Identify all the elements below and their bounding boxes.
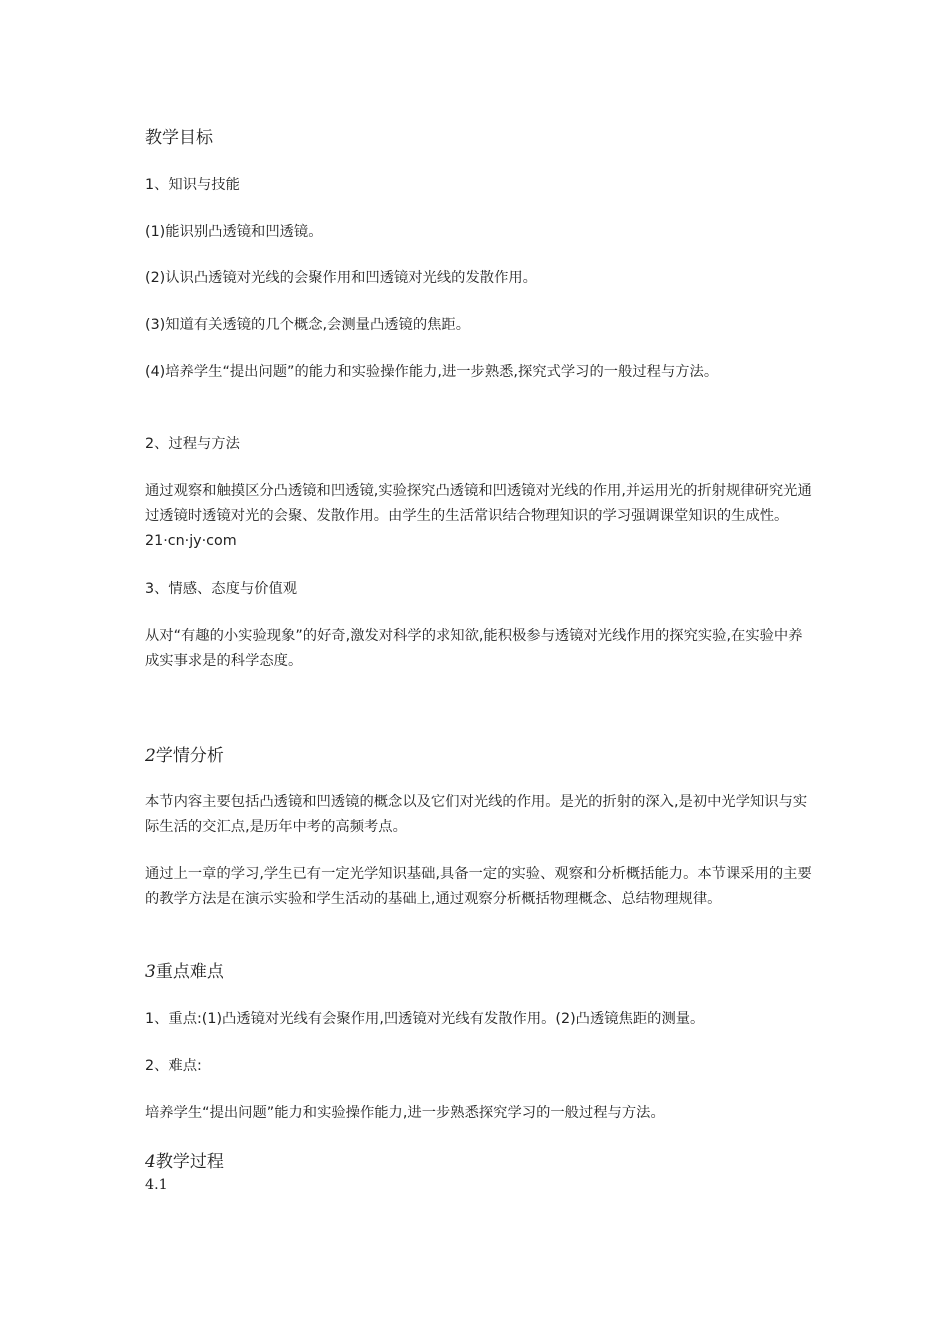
section-title-text: 重点难点 [155, 962, 224, 982]
difficulty-heading: 2、难点: [145, 1058, 202, 1074]
section-title-keypoints [145, 961, 813, 983]
heading-process: 2、过程与方法 [145, 436, 240, 452]
analysis-paragraph-1: 本节内容主要包括凸透镜和凹透镜的概念以及它们对光线的作用。是光的折射的深入,是初中光学知识与实际生活的交汇点,是历年中考的高频考点。 [145, 794, 808, 835]
subsection-number: 4.1 [145, 1177, 168, 1193]
process-text: 通过观察和触摸区分凸透镜和凹透镜,实验探究凸透镜和凹透镜对光线的作用,并运用光的折射规律研究光通过透镜时透镜对光的会聚、发散作用。由学生的生活常识结合物理知识的学习强调课堂知识的生成性。21·cn·jy·com [145, 483, 812, 549]
knowledge-item-4: (4)培养学生“提出问题”的能力和实验操作能力,进一步熟悉,探究式学习的一般过程与方法。 [145, 364, 719, 380]
section-title-analysis [145, 745, 813, 767]
emotion-text: 从对“有趣的小实验现象”的好奇,激发对科学的求知欲,能积极参与透镜对光线作用的探究实验,在实验中养成实事求是的科学态度。 [145, 628, 803, 669]
section-number: 3 [145, 962, 156, 982]
knowledge-item-2: (2)认识凸透镜对光线的会聚作用和凹透镜对光线的发散作用。 [145, 270, 537, 286]
section-number: 2 [145, 746, 156, 766]
section-title-text: 教学过程 [155, 1152, 224, 1172]
heading-emotion: 3、情感、态度与价值观 [145, 581, 298, 597]
heading-knowledge: 1、知识与技能 [145, 177, 240, 193]
knowledge-item-1: (1)能识别凸透镜和凹透镜。 [145, 224, 323, 240]
difficulty-text: 培养学生“提出问题”能力和实验操作能力,进一步熟悉探究学习的一般过程与方法。 [145, 1105, 665, 1121]
analysis-paragraph-2: 通过上一章的学习,学生已有一定光学知识基础,具备一定的实验、观察和分析概括能力。本节课采用的主要的教学方法是在演示实验和学生活动的基础上,通过观察分析概括物理概念、总结物理规律。 [145, 866, 812, 907]
section-title-process [145, 1151, 813, 1173]
section-title-objectives: 教学目标 [145, 128, 213, 148]
keypoint-text: 1、重点:(1)凸透镜对光线有会聚作用,凹透镜对光线有发散作用。(2)凸透镜焦距的测量。 [145, 1011, 705, 1027]
section-title-text: 学情分析 [155, 746, 224, 766]
section-number: 4 [145, 1152, 156, 1172]
knowledge-item-3: (3)知道有关透镜的几个概念,会测量凸透镜的焦距。 [145, 317, 471, 333]
